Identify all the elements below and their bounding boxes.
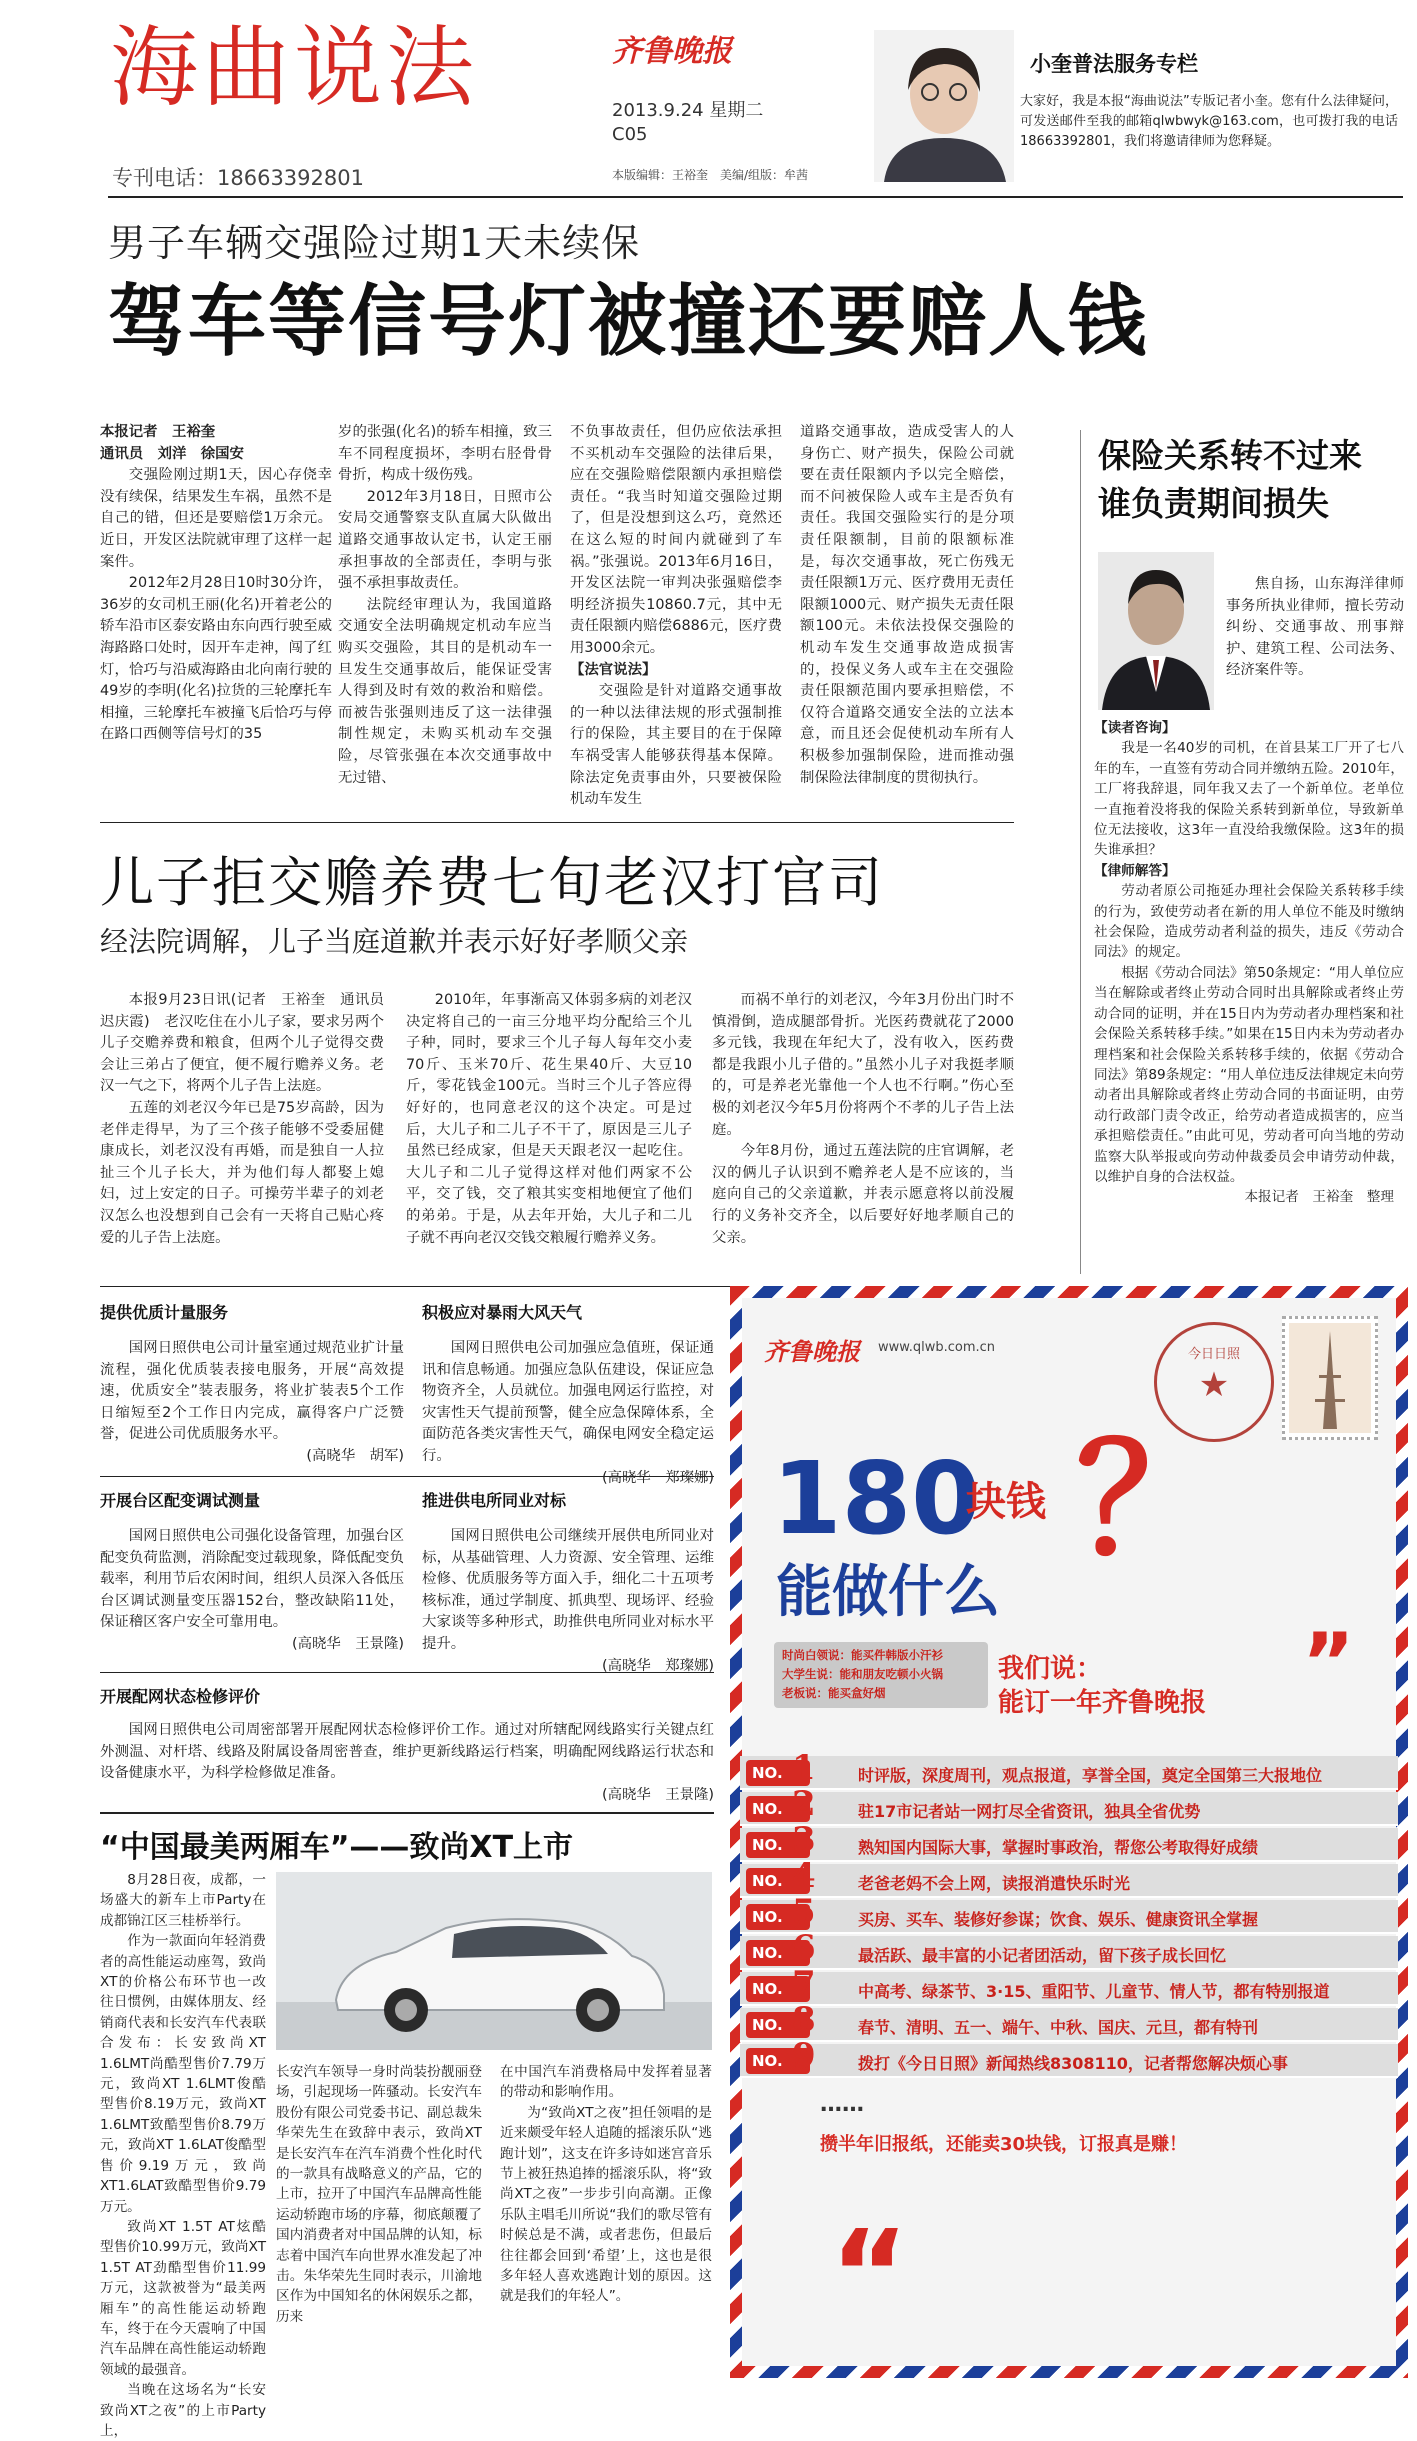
paragraph: 2012年2月28日10时30分许，36岁的女司机王丽(化名)开着老公的轿车沿市区泰安路由东向西行驶至威海路路口处时，因开车走神，闯了红灯，恰巧与沿威海路由北向南行驶的49岁的李明(化名)拉货的三轮摩托车相撞，三轮摩托车被撞飞后恰巧与停在路口西侧等信号灯的35 (100, 575, 332, 743)
column-box-title: 小奎普法服务专栏 (1030, 52, 1198, 76)
story2-column-1 (100, 990, 399, 1280)
ad-answer-2: 能订一年齐鲁晚报 (998, 1688, 1207, 1718)
byline: (高晓华 郑璨娜) (602, 1469, 714, 1486)
answer-paragraph: 根据《劳动合同法》第50条规定：“用人单位应当在解除或者终止劳动合同时出具解除或者终止劳动合同的证明，并在15日内为劳动者办理档案和社会保险关系转移手续。”如果在15日内未为劳动者办理档案和社会保险关系转移手续的，依据《劳动合同法》第89条规定：“用人单位违反法律规定未向劳动者出具解除或者终止劳动合同的书面证明，由劳动行政部门责令改正，给劳动者造成损害的，应当承担赔偿责任。”由此可见，劳动者可向当地的劳动监察大队举报或向劳动仲裁委员会申请劳动仲裁，以维护自身的合法权益。 (1094, 964, 1404, 1185)
stamp-text: 今日日照 (1187, 1347, 1240, 1362)
item-number: 9 (792, 2036, 816, 2076)
item-badge: NO. (746, 1832, 810, 1858)
brief-4-text (422, 1526, 714, 1674)
paragraph: 致尚XT 1.5T AT炫酷型售价10.99万元，致尚XT 1.5T AT劲酷型售价11.99万元，这款被誉为“最美两厢车”的高性能运动轿跑车，终于在今天震响了中国汽车品牌在高性能运动轿跑领域的最强音。 (100, 2218, 266, 2378)
page-number: C05 (612, 124, 648, 145)
item-badge: NO. (746, 1868, 810, 1894)
story1-column-3 (570, 422, 782, 814)
brief-5-title: 开展配网状态检修评价 (100, 1687, 261, 1706)
paragraph: 当晚在这场名为“长安致尚XT之夜”的上市Party上， (100, 2382, 266, 2439)
item-number: 8 (792, 2000, 816, 2040)
paragraph: 岁的张强(化名)的轿车相撞，致三车不同程度损坏，李明右胫骨骨骨折，构成十级伤残。 (338, 424, 552, 484)
paragraph: 国网日照供电公司计量室通过规范业扩计量流程，强化优质装表接电服务，开展“高效提速，优质安全”装表服务，将业扩装表5个工作日缩短至2个工作日内完成，赢得客户广泛赞誉，促进公司优质服务水平。 (100, 1340, 404, 1443)
quote-open-icon: “ (830, 2206, 909, 2345)
bubble-line: 老板说：能买盒好烟 (782, 1686, 886, 1700)
brief-2-text (422, 1338, 714, 1486)
paragraph: 五莲的刘老汉今年已是75岁高龄，因为老伴走得早，为了三个孩子能够不受委屈健康成长，刘老汉没有再婚，而是独自一人拉扯三个儿子长大，并为他们每人都娶上媳妇，过上安定的日子。可操劳半辈子的刘老汉怎么也没想到自己会有一天将自己贴心疼爱的儿子告上法庭。 (100, 1099, 384, 1246)
ad-question: 能做什么 (776, 1560, 1000, 1625)
car-column-1 (100, 1870, 266, 2439)
item-text: 老爸老妈不会上网，读报消遣快乐时光 (858, 1874, 1131, 1893)
item-text: 春节、清明、五一、端午、中秋、国庆、元旦，都有特刊 (858, 2018, 1259, 2037)
ad-logo: 齐鲁晚报 (764, 1337, 860, 1366)
brief-1-text (100, 1338, 404, 1466)
story2-subhead: 经法院调解，儿子当庭道歉并表示好好孝顺父亲 (100, 925, 689, 958)
lawyer-bio: 焦自扬，山东海洋律师事务所执业律师，擅长劳动纠纷、交通事故、刑事辩护、建筑工程、公司法务、经济案件等。 (1226, 576, 1404, 678)
issue-date: 2013.9.24 星期二 (612, 100, 764, 121)
item-badge: NO. (746, 1904, 810, 1930)
item-badge: NO. (746, 2048, 810, 2074)
ad-list-item (740, 1856, 1398, 1898)
paragraph: 本报9月23日讯(记者 王裕奎 通讯员 迟庆霞) 老汉吃住在小儿子家，要求另两个儿子交赡养费和粮食，但两个儿子觉得交费会让三弟占了便宜，便不履行赡养义务。老汉一气之下，将两个儿子告上法庭。 (100, 992, 399, 1095)
item-number: 3 (792, 1820, 816, 1860)
sidebar-title-2: 谁负责期间损失 (1098, 484, 1329, 523)
item-number: 5 (792, 1892, 816, 1932)
paragraph: 在中国汽车消费格局中发挥着显著的带动和影响作用。 (500, 2064, 712, 2101)
section-title: 海曲说法 (110, 16, 479, 119)
item-badge: NO. (746, 1760, 810, 1786)
sidebar-qa (1094, 718, 1404, 1278)
newspaper-logo: 齐鲁晚报 (612, 34, 732, 69)
paragraph: 2012年3月18日，日照市公安局交通警察支队直属大队做出道路交通事故认定书，认定王丽承担事故的全部责任，李明与张强不承担事故责任。 (338, 488, 552, 592)
car-photo (276, 1872, 712, 2050)
paragraph: 国网日照供电公司强化设备管理，加强台区配变负荷监测，消除配变过载现象，降低配变负载率，利用节后农闲时间，组织人员深入各低压台区调试测量变压器152台，整改缺陷11处，保证稽区客户安全可靠用电。 (100, 1528, 404, 1631)
story1-kicker: 男子车辆交强险过期1天未续保 (108, 221, 641, 265)
item-badge: NO. (746, 1796, 810, 1822)
item-text: 熟知国内国际大事，掌握时事政治，帮您公考取得好成绩 (858, 1838, 1259, 1857)
byline: 本报记者 王裕奎 整理 (1244, 1189, 1394, 1206)
story2-column-3 (712, 990, 1014, 1280)
story1-headline: 驾车等信号灯被撞还要赔人钱 (108, 277, 1149, 367)
story1-column-4 (800, 422, 1014, 814)
ad-price: 180 (772, 1440, 981, 1557)
ad-list-item (740, 1784, 1398, 1826)
item-number: 6 (792, 1928, 816, 1968)
item-text: 驻17市记者站一网打尽全省资讯，独具全省优势 (858, 1802, 1201, 1821)
ad-ellipsis: …… (820, 2092, 864, 2117)
bubble-line: 时尚白领说：能买件韩版小汗衫 (782, 1648, 943, 1662)
item-badge: NO. (746, 1940, 810, 1966)
car-column-3 (500, 2062, 712, 2372)
item-number: 7 (792, 1964, 816, 2004)
item-badge: NO. (746, 2012, 810, 2038)
columnist-photo (874, 30, 1014, 182)
car-column-2 (276, 2062, 482, 2372)
stamp-star-icon: ★ (1198, 1365, 1230, 1405)
speech-bubble (774, 1642, 988, 1708)
quote-close-icon: ” (1302, 1616, 1355, 1709)
paragraph: 国网日照供电公司继续开展供电所同业对标，从基础管理、人力资源、安全管理、运维检修、优质服务等方面入手，细化二十五项考核标准，通过学制度、抓典型、现场评、经验大家谈等多种形式，助推供电所同业对标水平提升。 (422, 1528, 714, 1652)
ad-footer: 攒半年旧报纸，还能卖30块钱，订报真是赚！ (820, 2134, 1188, 2155)
hotline: 专刊电话：18663392801 (112, 166, 364, 190)
story1-column-2 (338, 422, 552, 814)
paragraph: 2010年，年事渐高又体弱多病的刘老汉决定将自己的一亩三分地平均分配给三个儿子种，同时，要求三个儿子每人每年交小麦70斤、玉米70斤、花生果40斤、大豆10斤，零花钱金100元。当时三个儿子答应得好好的，也同意老汉的这个决定。可是过后，大儿子和二儿子不干了，原因是三儿子虽然已经成家，但是天天跟老汉一起吃住。大儿子和二儿子觉得这样对他们两家不公平，交了钱，交了粮其实变相地便宜了他们的弟弟。于是，从去年开始，大儿子和二儿子就不再向老汉交钱交粮履行赡养义务。 (406, 992, 692, 1246)
byline: (高晓华 郑璨娜) (602, 1657, 714, 1674)
paragraph: 今年8月份，通过五莲法院的庄官调解，老汉的俩儿子认识到不赡养老人是不应该的，当庭向自己的父亲道歉，并表示愿意将以前没履行的义务补交齐全，以后要好好地孝顺自己的父亲。 (712, 1143, 1014, 1246)
paragraph: 法院经审理认为，我国道路交通安全法明确规定机动车应当购买交强险，其目的是机动车一旦发生交通事故后，能保证受害人得到及时有效的救治和赔偿。而被告张强则违反了这一法律强制性规定，未购买机动车交强险，尽管张强在本次交通事故中无过错、 (338, 596, 552, 786)
paragraph: 作为一款面向年轻消费者的高性能运动座驾，致尚XT的价格公布环节也一改往日惯例，由媒体朋友、经销商代表和长安汽车代表联合发布：长安致尚XT 1.6LMT尚酷型售价7.79万元，致尚XT 1.6LMT俊酷型售价8.19万元，致尚XT 1.6LMT致酷型售价8.79万元，致尚XT 1.6LAT俊酷型售价9.19万元，致尚XT1.6LAT致酷型售价9.79万元。 (100, 1933, 266, 2215)
item-badge: NO. (746, 1976, 810, 2002)
paragraph: 交强险刚过期1天，因心存侥幸没有续保，结果发生车祸，虽然不是自己的错，但还是要赔偿1万余元。近日，开发区法院就审理了这样一起案件。 (100, 467, 332, 570)
lawyer-photo (1098, 552, 1214, 710)
byline: (高晓华 王景隆) (602, 1786, 714, 1803)
paragraph: 国网日照供电公司加强应急值班，保证通讯和信息畅通。加强应急队伍建设，保证应急物资齐全，人员就位。加强电网运行监控，对灾害性天气提前预警，健全应急保障体系，全面防范各类灾害性天气，确保电网安全稳定运行。 (422, 1340, 714, 1464)
brief-1-title: 提供优质计量服务 (100, 1303, 229, 1322)
ad-list-item (740, 2036, 1398, 2078)
answer-label: 【律师解答】 (1094, 862, 1176, 879)
story2-column-2 (406, 990, 692, 1280)
brief-2-title: 积极应对暴雨大风天气 (422, 1303, 583, 1322)
ad-list-item (740, 1748, 1398, 1790)
postage-stamp (1282, 1316, 1378, 1440)
paragraph: 交强险是针对道路交通事故的一种以法律法规的形式强制推行的保险，其主要目的在于保障车祸受害人能够获得基本保障。除法定免责事由外，只要被保险机动车发生 (570, 683, 782, 808)
question-label: 【读者咨询】 (1094, 720, 1176, 736)
item-number: 4 (792, 1856, 816, 1896)
subscription-ad (730, 1286, 1408, 2378)
byline: 本报记者 王裕奎 (100, 424, 216, 440)
editors-line: 本版编辑：王裕奎 美编/组版：牟茜 (612, 168, 809, 182)
item-number: 1 (792, 1748, 816, 1788)
car-headline: “中国最美两厢车”——致尚XT上市 (100, 1830, 574, 1865)
item-text: 买房、买车、装修好参谋；饮食、娱乐、健康资讯全掌握 (858, 1910, 1259, 1929)
ad-list-item (740, 1928, 1398, 1970)
answer-paragraph: 劳动者原公司拖延办理社会保险关系转移手续的行为，致使劳动者在新的用人单位不能及时缴纳社会保险，造成劳动者利益的损失，违反《劳动合同法》的规定。 (1094, 883, 1404, 961)
paragraph: 而祸不单行的刘老汉，今年3月份出门时不慎滑倒，造成腿部骨折。光医药费就花了2000多元钱，我现在年纪大了，没有收入，医药费都是我跟小儿子借的。”虽然小儿子对我挺孝顺的，可是养老光靠他一个人也不行啊。”伤心至极的刘老汉今年5月份将两个不孝的儿子告上法庭。 (712, 992, 1014, 1138)
brief-3-text (100, 1526, 404, 1666)
ad-list-item (740, 2000, 1398, 2042)
paragraph: 长安汽车领导一身时尚装扮靓丽登场，引起现场一阵骚动。长安汽车股份有限公司党委书记、副总裁朱华荣先生在致辞中表示，致尚XT是长安汽车在汽车消费个性化时代的一款具有战略意义的产品，它的上市，拉开了中国汽车品牌高性能运动轿跑市场的序幕，彻底颠覆了国内消费者对中国品牌的认知，标志着中国汽车向世界水准发起了冲击。朱华荣先生同时表示，川渝地区作为中国知名的休闲娱乐之都，历来 (276, 2064, 482, 2325)
brief-3-title: 开展台区配变调试测量 (100, 1491, 261, 1510)
paragraph: 8月28日夜，成都，一场盛大的新车上市Party在成都锦江区三桂桥举行。 (100, 1872, 266, 1929)
byline: (高晓华 胡军) (306, 1447, 404, 1464)
ad-price-unit: 块钱 (966, 1479, 1046, 1525)
item-number: 2 (792, 1784, 816, 1824)
item-text: 时评版，深度周刊，观点报道，享誉全国，奠定全国第三大报地位 (858, 1766, 1323, 1785)
column-box-text: 大家好，我是本报“海曲说法”专版记者小奎。您有什么法律疑问，可发送邮件至我的邮箱qlwbwyk@163.com，也可拨打我的电话18663392801，我们将邀请律师为您释疑。 (1020, 94, 1398, 149)
ad-list-item (740, 1820, 1398, 1862)
ad-answer-1: 我们说： (998, 1654, 1103, 1684)
ad-list-item (740, 1964, 1398, 2006)
paragraph: 道路交通事故，造成受害人的人身伤亡、财产损失，保险公司就要在责任限额内予以完全赔偿，而不问被保险人或车主是否负有责任。我国交强险实行的是分项责任限额制，目前的限额标准是，每次交通事故，死亡伤残无责任限额1万元、医疗费用无责任限额1000元、财产损失无责任限额100元。未依法投保交强险的机动车发生交通事故造成损害的，投保义务人或车主在交强险责任限额范围内要承担赔偿，不仅符合道路交通安全法的立法本意，而且还会促使机动车所有人积极参加强制保险，进而推动强制保险法律制度的贯彻执行。 (800, 424, 1014, 786)
byline: (高晓华 王景隆) (292, 1635, 404, 1652)
brief-4-title: 推进供电所同业对标 (422, 1491, 567, 1510)
brief-5-text (100, 1720, 714, 1804)
story2-headline: 儿子拒交赡养费七旬老汉打官司 (100, 851, 884, 914)
ad-url: www.qlwb.com.cn (878, 1340, 995, 1355)
item-text: 中高考、绿茶节、3·15、重阳节、儿童节、情人节，都有特别报道 (858, 1982, 1330, 2001)
question-mark-icon: ？ (1076, 1414, 1227, 1588)
ad-list-item (740, 1892, 1398, 1934)
paragraph: 不负事故责任，但仍应依法承担不买机动车交强险的法律后果，应在交强险赔偿限额内承担赔偿责任。“我当时知道交强险过期了，但是没想到这么巧，竟然还在这么短的时间内就碰到了车祸。”张强说。2013年6月16日，开发区法院一审判决张强赔偿李明经济损失10860.7元，其中无责任限额内赔偿6886元，医疗费用3000余元。 (570, 424, 782, 656)
paragraph: 国网日照供电公司周密部署开展配网状态检修评价工作。通过对所辖配网线路实行关键点红外测温、对杆塔、线路及附属设备周密普查，维护更新线路运行档案，明确配网线路运行状态和设备健康水平，为科学检修做足准备。 (100, 1722, 714, 1782)
ad-list (730, 1748, 1408, 2086)
item-text: 拨打《今日日照》新闻热线8308110，记者帮您解决烦心事 (858, 2054, 1288, 2073)
story1-column-1 (100, 422, 332, 814)
question-text: 我是一名40岁的司机，在首县某工厂开了七八年的车，一直签有劳动合同并缴纳五险。2010年，工厂将我辞退，同年我又去了一个新单位。老单位一直拖着没将我的保险关系转到新单位，导致新单位无法接收，这3年一直没给我缴保险。这3年的损失谁承担？ (1094, 740, 1404, 859)
sidebar-title-1: 保险关系转不过来 (1098, 436, 1362, 475)
subheading: 【法官说法】 (570, 661, 657, 678)
item-text: 最活跃、最丰富的小记者团活动，留下孩子成长回忆 (858, 1946, 1227, 1965)
bubble-line: 大学生说：能和朋友吃顿小火锅 (782, 1667, 943, 1681)
paragraph: 为“致尚XT之夜”担任领唱的是近来颇受年轻人追随的摇滚乐队“逃跑计划”，这支在许多诗如迷宫音乐节上被狂热追捧的摇滚乐队，将“致尚XT之夜”一步步引向高潮。正像乐队主唱毛川所说“我们的歌尽管有时候总是不满，或者悲伤，但最后往往都会回到‘希望’上，这也是很多年轻人喜欢逃跑计划的原因。这就是我们的年轻人”。 (500, 2104, 712, 2305)
byline: 通讯员 刘洋 徐国安 (100, 445, 244, 462)
